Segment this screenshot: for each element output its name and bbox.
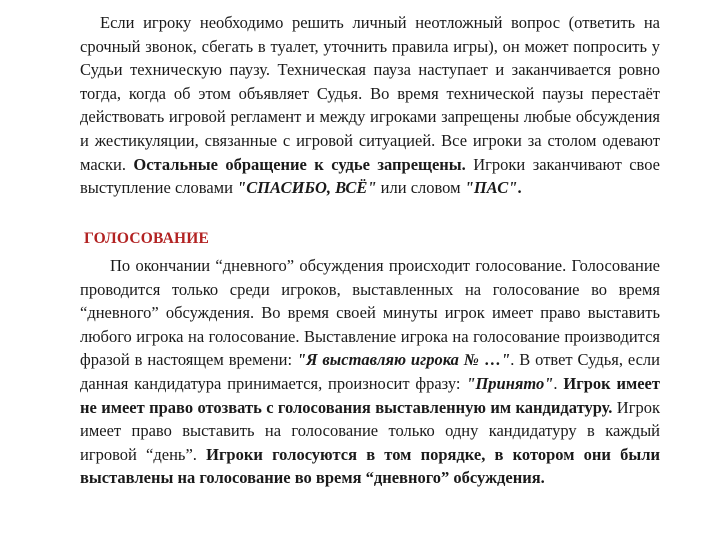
text: . (553, 373, 564, 393)
bold-italic-text: "СПАСИБО, ВСЁ" (237, 178, 377, 198)
text: Игрок имеет право выставить на голосование только одну кандидатуру в каждый игровой “день”. (80, 397, 660, 464)
text: или словом (376, 178, 465, 198)
text: . В ответ Судья, если данная кандидатура принимается, произносит фразу: (80, 350, 660, 393)
bold-italic-text: "ПАС" (464, 178, 518, 198)
bold-text: Игроки голосуются в том порядке, в котором они были выставлены на голосование во время “дневного” обсуждения. (80, 444, 660, 488)
text: Игроки заканчивают свое выступление словами (80, 154, 660, 198)
bold-italic-text: "Принято" (466, 373, 554, 393)
text: . (517, 178, 522, 198)
paragraph-voting (80, 254, 660, 490)
bold-text: Игрок имеет не имеет право отозвать с голосования выставленную им кандидатуру. (80, 373, 660, 417)
paragraph-technical-pause (80, 11, 660, 200)
bold-italic-text: "Я выставляю игрока № …" (297, 350, 511, 370)
bold-text: Остальные обращение к судье запрещены. (133, 154, 466, 174)
section-heading: ГОЛОСОВАНИЕ (84, 230, 210, 247)
text: Если игроку необходимо решить личный неотложный вопрос (ответить на срочный звонок, сбегать в туалет, уточнить правила игры), он может попросить у Судьи техническую паузу. Техническая пауза наступает и заканчивается ровно тогда, когда об этом объявляет Судья. Во время технической паузы перестаёт действовать игровой регламент и между игроками запрещены любые обсуждения и жестикуляции, связанные с игровой ситуацией. Все игроки за столом одевают маски. (80, 13, 660, 174)
text: По окончании “дневного” обсуждения происходит голосование. Голосование проводится только среди игроков, выставленных на голосование во время “дневного” обсуждения. Во время своей минуты игрок имеет право выставить любого игрока на голосование. Выставление игрока на голосование производится фразой в настоящем времени: (80, 256, 660, 370)
